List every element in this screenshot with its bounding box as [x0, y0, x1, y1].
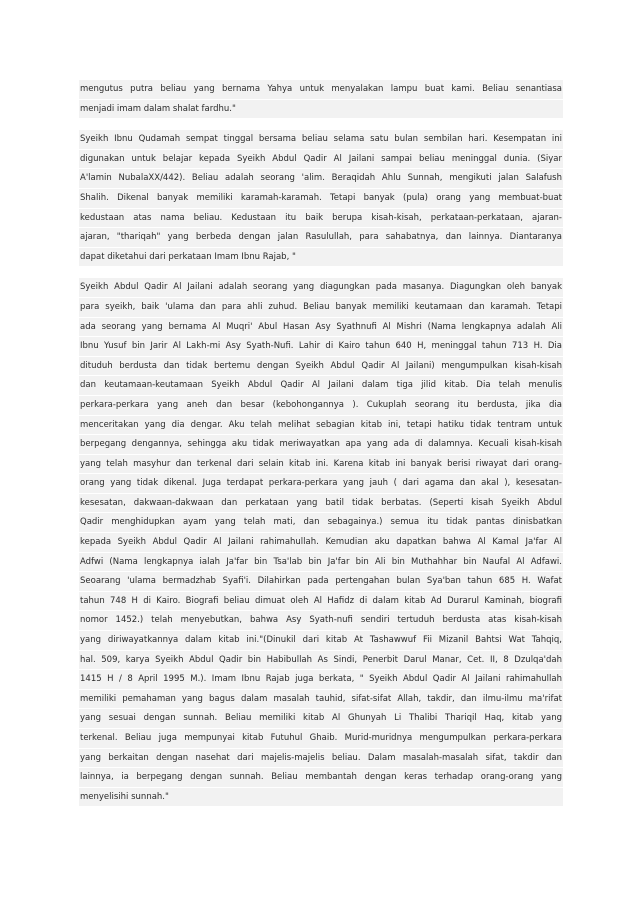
text-line: nomor 1452.) telah menyebutkan, bahwa Asy Syath-nufi sendiri tertuduh berdusta atas kisah-kisah [79, 611, 563, 631]
text-line: perkara-perkara yang aneh dan besar (kebohongannya ). Cukuplah seorang itu berdusta, jika dia [79, 396, 563, 416]
text-line: Shalih. Dikenal banyak memiliki karamah-karamah. Tetapi banyak (pula) orang yang membuat-buat [79, 189, 563, 209]
text-line: kepada Syeikh Abdul Qadir Al Jailani rahimahullah. Kemudian aku dapatkan bahwa Al Kamal Ja'far Al [79, 533, 563, 553]
text-line: Syeikh Ibnu Qudamah sempat tinggal bersama beliau selama satu bulan sembilan hari. Kesempatan ini [79, 130, 563, 150]
text-line: menjadi imam dalam shalat fardhu." [79, 100, 563, 120]
text-line: menyelisihi sunnah." [79, 788, 563, 808]
text-line: berpegang dengannya, sehingga aku tidak meriwayatkan apa yang ada di dalamnya. Kecuali kisah-kisah [79, 435, 563, 455]
paragraph-2 [79, 130, 563, 267]
text-line: orang yang tidak dikenal. Juga terdapat perkara-perkara yang jauh ( dari agama dan akal ), kesesatan- [79, 474, 563, 494]
text-line: Seoarang 'ulama bermadzhab Syafi'i. Dilahirkan pada pertengahan bulan Sya'ban tahun 685 H. Wafat [79, 572, 563, 592]
text-line: menceritakan yang dia dengar. Aku telah melihat sebagian kitab ini, tetapi hatiku tidak tentram untuk [79, 416, 563, 436]
text-line: Adfwi (Nama lengkapnya ialah Ja'far bin Tsa'lab bin Ja'far bin Ali bin Muthahhar bin Naufal Al Adfawi. [79, 553, 563, 573]
text-line: mengutus putra beliau yang bernama Yahya untuk menyalakan lampu buat kami. Beliau senantiasa [79, 80, 563, 100]
text-line: Syeikh Abdul Qadir Al Jailani adalah seorang yang diagungkan pada masanya. Diagungkan oleh banyak [79, 278, 563, 298]
text-line: hal. 509, karya Syeikh Abdul Qadir bin Habibullah As Sindi, Penerbit Darul Manar, Cet. II, 8 Dzulqa'dah [79, 651, 563, 671]
text-line: yang sesuai dengan sunnah. Beliau memiliki kitab Al Ghunyah Li Thalibi Thariqil Haq, kitab yang [79, 709, 563, 729]
text-line: para syeikh, baik 'ulama dan para ahli zuhud. Beliau banyak memiliki keutamaan dan karamah. Tetapi [79, 298, 563, 318]
paragraph-3 [79, 278, 563, 807]
text-line: memiliki pemahaman yang bagus dalam masalah tauhid, sifat-sifat Allah, takdir, dan ilmu-ilmu ma'rifat [79, 690, 563, 710]
text-line: yang diriwayatkannya dalam kitab ini."(Dinukil dari kitab At Tashawwuf Fii Mizanil Bahtsi Wat Tahqiq, [79, 631, 563, 651]
text-line: digunakan untuk belajar kepada Syeikh Abdul Qadir Al Jailani sampai beliau meninggal dunia. (Siyar [79, 150, 563, 170]
text-line: kedustaan atas nama beliau. Kedustaan itu baik berupa kisah-kisah, perkataan-perkataan, ajaran- [79, 209, 563, 229]
text-line: ada seorang yang bernama Al Muqri' Abul Hasan Asy Syathnufi Al Mishri (Nama lengkapnya adalah Ali [79, 318, 563, 338]
text-line: dan keutamaan-keutamaan Syeikh Abdul Qadir Al Jailani dalam tiga jilid kitab. Dia telah menulis [79, 376, 563, 396]
text-line: yang telah masyhur dan terkenal dari selain kitab ini. Karena kitab ini banyak berisi riwayat dari orang- [79, 455, 563, 475]
text-line: tahun 748 H di Kairo. Biografi beliau dimuat oleh Al Hafidz di dalam kitab Ad Durarul Kaminah, biografi [79, 592, 563, 612]
text-line: A'lamin NubalaXX/442). Beliau adalah seorang 'alim. Beraqidah Ahlu Sunnah, mengikuti jalan Salafush [79, 169, 563, 189]
text-line: 1415 H / 8 April 1995 M.). Imam Ibnu Rajab juga berkata, " Syeikh Abdul Qadir Al Jailani rahimahullah [79, 670, 563, 690]
document-page [79, 80, 563, 807]
text-line: Ibnu Yusuf bin Jarir Al Lakh-mi Asy Syath-Nufi. Lahir di Kairo tahun 640 H, meninggal tahun 713 H. Dia [79, 337, 563, 357]
text-line: Qadir menghidupkan ayam yang telah mati, dan sebagainya.) semua itu tidak pantas dinisbatkan [79, 513, 563, 533]
text-line: dituduh berdusta dan tidak bertemu dengan Syeikh Abdul Qadir Al Jailani) mengumpulkan kisah-kisah [79, 357, 563, 377]
text-line: dapat diketahui dari perkataan Imam Ibnu Rajab, " [79, 248, 563, 268]
text-line: yang berkaitan dengan nasehat dari majelis-majelis beliau. Dalam masalah-masalah sifat, takdir dan [79, 749, 563, 769]
text-line: terkenal. Beliau juga mempunyai kitab Futuhul Ghaib. Murid-muridnya mengumpulkan perkara-perkara [79, 729, 563, 749]
text-line: ajaran, "thariqah" yang berbeda dengan jalan Rasulullah, para sahabatnya, dan lainnya. Diantaranya [79, 228, 563, 248]
text-line: kesesatan, dakwaan-dakwaan dan perkataan yang batil tidak berbatas. (Seperti kisah Syeikh Abdul [79, 494, 563, 514]
paragraph-1 [79, 80, 563, 119]
text-line: lainnya, ia berpegang dengan sunnah. Beliau membantah dengan keras terhadap orang-orang yang [79, 768, 563, 788]
